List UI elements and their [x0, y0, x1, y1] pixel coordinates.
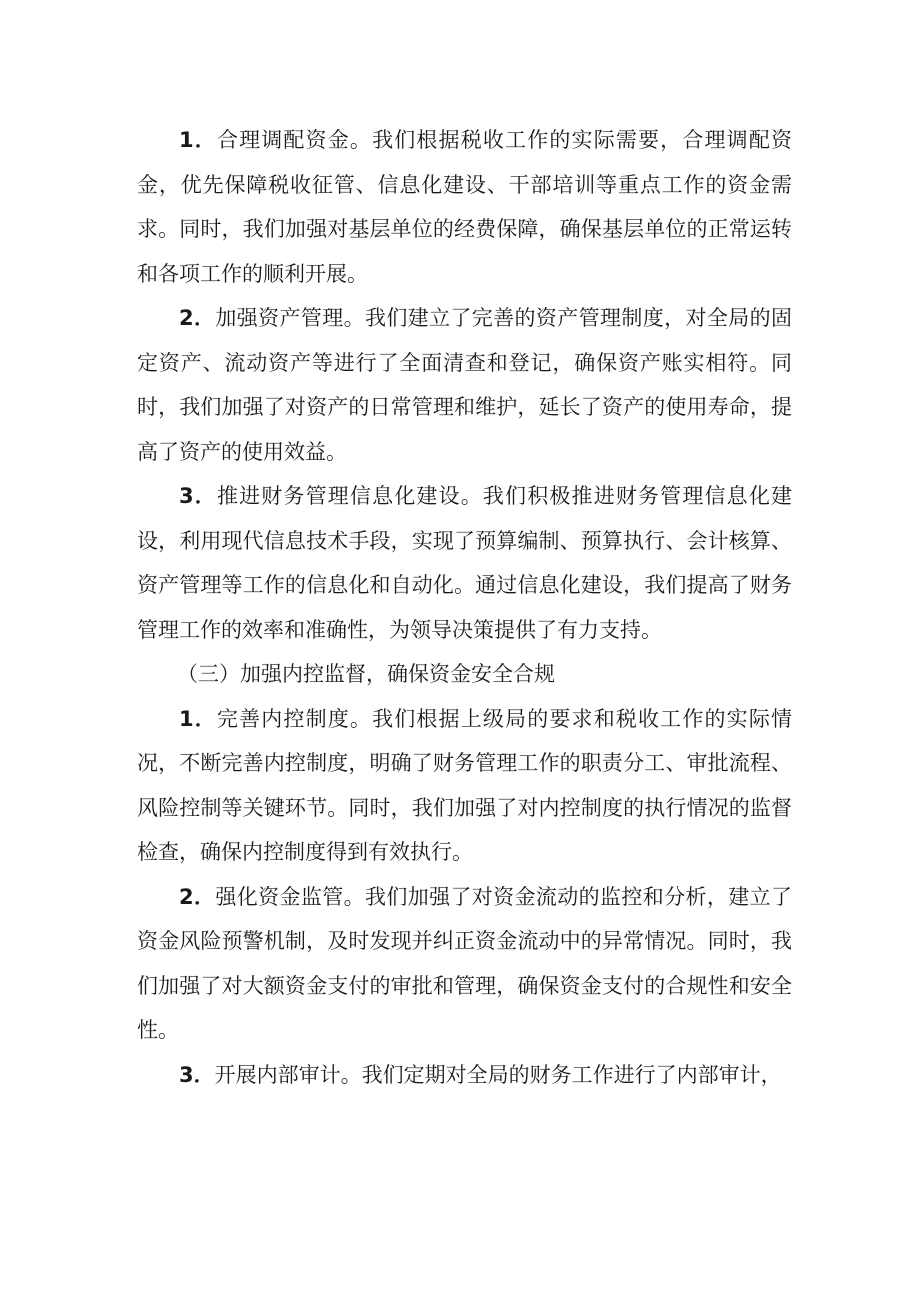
item-number: 3． [179, 484, 217, 508]
paragraph-allocate-funds [137, 118, 792, 296]
item-number: 1． [179, 128, 217, 152]
paragraph-text: 完善内控制度。我们根据上级局的要求和税收工作的实际情况，不断完善内控制度，明确了财务管理工作的职责分工、审批流程、风险控制等关键环节。同时，我们加强了对内控制度的执行情况的监督检查，确保内控制度得到有效执行。 [137, 706, 792, 864]
document-body [137, 118, 792, 1097]
paragraph-text: 推进财务管理信息化建设。我们积极推进财务管理信息化建设，利用现代信息技术手段，实现了预算编制、预算执行、会计核算、资产管理等工作的信息化和自动化。通过信息化建设，我们提高了财务管理工作的效率和准确性，为领导决策提供了有力支持。 [137, 484, 792, 642]
paragraph-asset-management [137, 296, 792, 474]
paragraph-text: 强化资金监管。我们加强了对资金流动的监控和分析，建立了资金风险预警机制，及时发现并纠正资金流动中的异常情况。同时，我们加强了对大额资金支付的审批和管理，确保资金支付的合规性和安全性。 [137, 884, 792, 1042]
paragraph-fund-supervision [137, 875, 792, 1053]
section-heading [137, 652, 792, 697]
paragraph-informatization [137, 474, 792, 652]
paragraph-text: 加强资产管理。我们建立了完善的资产管理制度，对全局的固定资产、流动资产等进行了全面清查和登记，确保资产账实相符。同时，我们加强了对资产的日常管理和维护，延长了资产的使用寿命，提高了资产的使用效益。 [137, 306, 792, 464]
item-number: 2． [179, 306, 216, 330]
paragraph-internal-audit [137, 1053, 792, 1098]
paragraph-text: 开展内部审计。我们定期对全局的财务工作进行了内部审计， [214, 1062, 782, 1087]
paragraph-internal-control [137, 697, 792, 875]
item-number: 1． [179, 706, 217, 731]
heading-text: （三）加强内控监督，确保资金安全合规 [177, 662, 555, 686]
paragraph-text: 合理调配资金。我们根据税收工作的实际需要，合理调配资金，优先保障税收征管、信息化建设、干部培训等重点工作的资金需求。同时，我们加强对基层单位的经费保障，确保基层单位的正常运转和各项工作的顺利开展。 [137, 128, 792, 286]
item-number: 3． [179, 1062, 215, 1087]
item-number: 2． [179, 884, 216, 909]
